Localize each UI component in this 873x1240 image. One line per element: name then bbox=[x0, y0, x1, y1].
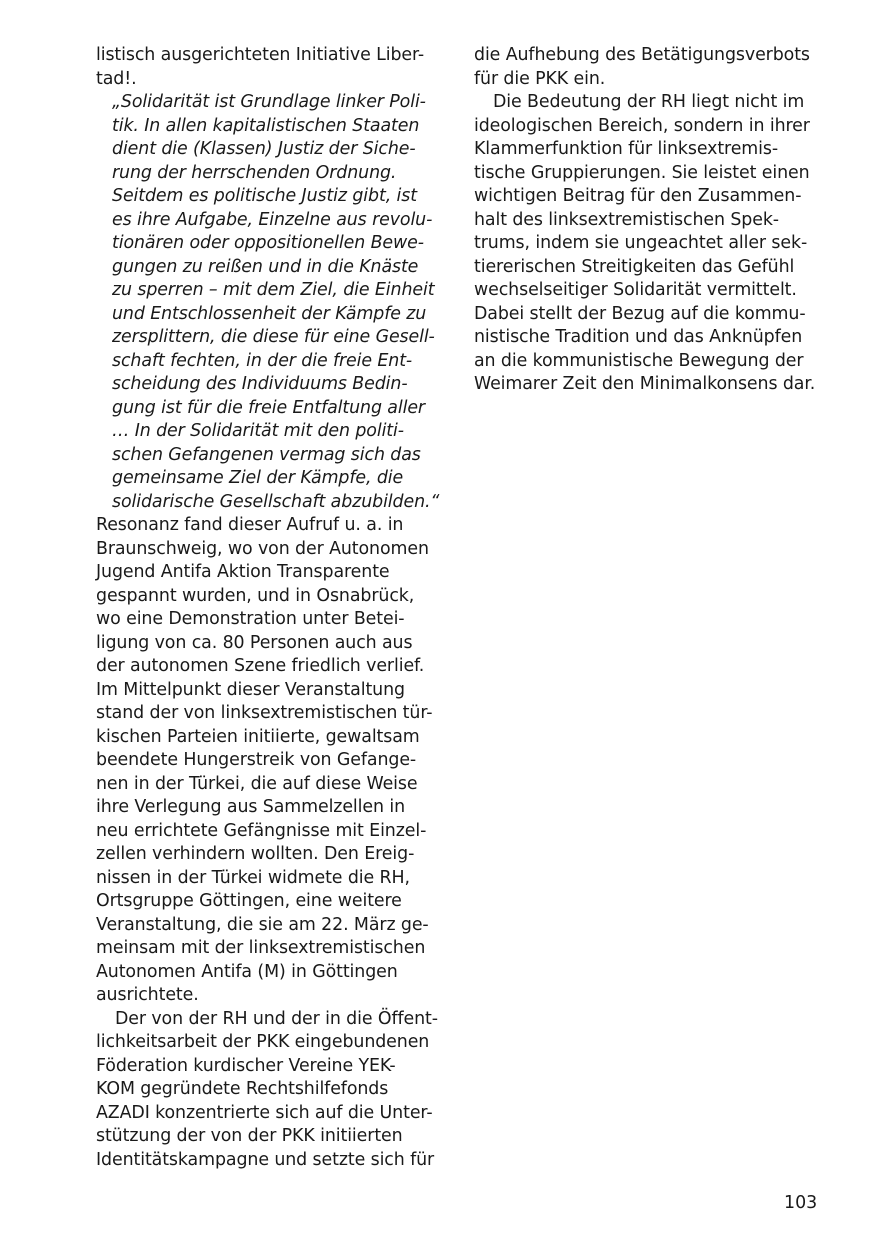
block-quote bbox=[96, 91, 448, 514]
text-line: KOM gegründete Rechtshilfefonds bbox=[96, 1079, 389, 1099]
text-line: beendete Hungerstreik von Gefange- bbox=[96, 750, 417, 770]
quote-line: scheidung des Individuums Bedin- bbox=[112, 374, 408, 394]
text-line: gespannt wurden, und in Osnabrück, bbox=[96, 585, 415, 606]
quote-line: … In der Solidarität mit den politi- bbox=[112, 421, 404, 441]
text-line: halt des linksextremistischen Spek- bbox=[474, 209, 779, 230]
quote-line: solidarische Gesellschaft abzubilden.“ bbox=[112, 491, 440, 512]
text-line: nistische Tradition und das Anknüpfen bbox=[474, 327, 803, 347]
quote-line: tik. In allen kapitalistischen Staaten bbox=[112, 115, 420, 136]
text-line: wo eine Demonstration unter Betei- bbox=[96, 609, 405, 629]
text-line: Identitätskampagne und setzte sich für bbox=[96, 1149, 435, 1170]
text-line: zellen verhindern wollten. Den Ereig- bbox=[96, 844, 415, 864]
quote-line: zersplittern, die diese für eine Gesell- bbox=[112, 327, 435, 347]
text-line: stützung der von der PKK initiierten bbox=[96, 1126, 403, 1146]
quote-line: tionären oder oppositionellen Bewe- bbox=[112, 233, 424, 253]
text-line: listisch ausgerichteten Initiative Liber- bbox=[96, 45, 425, 65]
text-line: AZADI konzentrierte sich auf die Unter- bbox=[96, 1102, 433, 1123]
text-line: Resonanz fand dieser Aufruf u. a. in bbox=[96, 515, 404, 535]
text-line: Jugend Antifa Aktion Transparente bbox=[96, 562, 390, 582]
text-line: ausrichtete. bbox=[96, 985, 199, 1005]
quote-line: dient die (Klassen) Justiz der Siche- bbox=[112, 139, 416, 159]
quote-line: gungen zu reißen und in die Knäste bbox=[112, 256, 419, 277]
text-line: ideologischen Bereich, sondern in ihrer bbox=[474, 115, 810, 136]
text-line: Autonomen Antifa (M) in Göttingen bbox=[96, 961, 398, 982]
text-line: ihre Verlegung aus Sammelzellen in bbox=[96, 797, 405, 817]
text-line: Dabei stellt der Bezug auf die kommu- bbox=[474, 303, 806, 324]
text-line: Im Mittelpunkt dieser Veranstaltung bbox=[96, 679, 405, 700]
quote-line: schen Gefangenen vermag sich das bbox=[112, 444, 421, 465]
text-line: tiererischen Streitigkeiten das Gefühl bbox=[474, 256, 795, 277]
text-line: Ortsgruppe Göttingen, eine weitere bbox=[96, 891, 402, 911]
text-line: kischen Parteien initiierte, gewaltsam bbox=[96, 726, 420, 747]
text-line: Föderation kurdischer Vereine YEK- bbox=[96, 1055, 396, 1076]
quote-line: gung ist für die freie Entfaltung aller bbox=[112, 397, 425, 418]
text-line: tad!. bbox=[96, 68, 137, 89]
paragraph-resonanz bbox=[96, 514, 448, 1008]
text-line: Veranstaltung, die sie am 22. März ge- bbox=[96, 914, 429, 935]
intro-text bbox=[96, 44, 448, 91]
text-line: meinsam mit der linksextremistischen bbox=[96, 938, 426, 958]
quote-line: gemeinsame Ziel der Kämpfe, die bbox=[112, 468, 404, 488]
page-number: 103 bbox=[784, 1193, 818, 1213]
text-line: Die Bedeutung der RH liegt nicht im bbox=[493, 92, 805, 112]
quote-line: es ihre Aufgabe, Einzelne aus revolu- bbox=[112, 209, 433, 230]
text-line: wechselseitiger Solidarität vermittelt. bbox=[474, 280, 797, 300]
quote-line: zu sperren – mit dem Ziel, die Einheit bbox=[112, 280, 435, 300]
text-line: wichtigen Beitrag für den Zusammen- bbox=[474, 186, 802, 206]
text-line: an die kommunistische Bewegung der bbox=[474, 350, 804, 371]
text-line: für die PKK ein. bbox=[474, 68, 606, 89]
left-column bbox=[96, 44, 448, 1172]
text-line: nissen in der Türkei widmete die RH, bbox=[96, 867, 410, 888]
continuation-text bbox=[474, 44, 824, 91]
quote-line: und Entschlossenheit der Kämpfe zu bbox=[112, 303, 427, 324]
text-line: stand der von linksextremistischen tür- bbox=[96, 703, 433, 723]
text-line: trums, indem sie ungeachtet aller sek- bbox=[474, 233, 808, 253]
quote-line: Seitdem es politische Justiz gibt, ist bbox=[112, 186, 417, 206]
text-line: Weimarer Zeit den Minimalkonsens dar. bbox=[474, 374, 816, 394]
paragraph-azadi bbox=[96, 1008, 448, 1173]
text-line: Braunschweig, wo von der Autonomen bbox=[96, 538, 429, 559]
text-line: lichkeitsarbeit der PKK eingebundenen bbox=[96, 1032, 430, 1052]
text-line: der autonomen Szene friedlich verlief. bbox=[96, 656, 425, 676]
paragraph-bedeutung bbox=[474, 91, 824, 397]
text-line: nen in der Türkei, die auf diese Weise bbox=[96, 773, 418, 794]
text-line: neu errichtete Gefängnisse mit Einzel- bbox=[96, 820, 427, 841]
text-line: ligung von ca. 80 Personen auch aus bbox=[96, 632, 413, 653]
quote-line: „Solidarität ist Grundlage linker Poli- bbox=[112, 92, 426, 112]
text-line: die Aufhebung des Betätigungsverbots bbox=[474, 45, 810, 65]
quote-line: rung der herrschenden Ordnung. bbox=[112, 162, 397, 183]
text-line: Der von der RH und der in die Öffent- bbox=[115, 1008, 438, 1029]
text-line: Klammerfunktion für linksextremis- bbox=[474, 139, 779, 159]
quote-line: schaft fechten, in der die freie Ent- bbox=[112, 350, 413, 371]
right-column bbox=[474, 44, 824, 397]
text-line: tische Gruppierungen. Sie leistet einen bbox=[474, 162, 810, 183]
